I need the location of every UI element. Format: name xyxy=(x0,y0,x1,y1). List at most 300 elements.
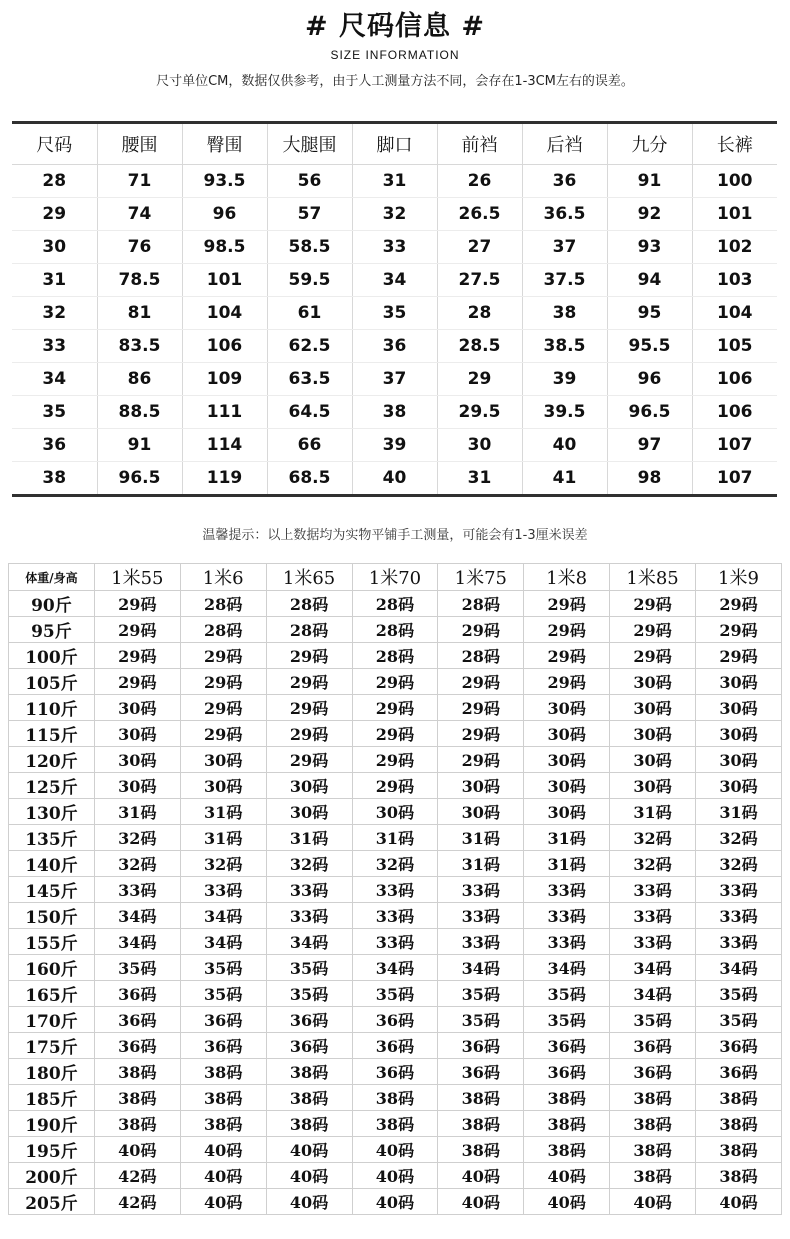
weight-table-row xyxy=(9,617,782,643)
recommended-size-cell: 38码 xyxy=(438,1111,524,1137)
size-table-cell: 28 xyxy=(12,165,97,198)
recommended-size-cell: 29码 xyxy=(438,669,524,695)
recommended-size-cell: 33码 xyxy=(438,929,524,955)
size-table-row xyxy=(12,231,777,264)
recommended-size-cell: 29码 xyxy=(266,747,352,773)
weight-row-label: 185斤 xyxy=(9,1085,95,1111)
recommended-size-cell: 29码 xyxy=(352,747,438,773)
recommended-size-cell: 40码 xyxy=(94,1137,180,1163)
recommended-size-cell: 30码 xyxy=(610,695,696,721)
size-table-cell: 103 xyxy=(692,264,777,297)
weight-table-row xyxy=(9,721,782,747)
height-column-header: 1米70 xyxy=(352,564,438,591)
recommended-size-cell: 34码 xyxy=(180,929,266,955)
recommended-size-cell: 33码 xyxy=(696,903,782,929)
recommended-size-cell: 38码 xyxy=(524,1137,610,1163)
size-table-cell: 39 xyxy=(352,429,437,462)
recommended-size-cell: 31码 xyxy=(180,825,266,851)
recommended-size-cell: 38码 xyxy=(266,1059,352,1085)
recommended-size-cell: 29码 xyxy=(524,591,610,617)
recommended-size-cell: 30码 xyxy=(438,799,524,825)
size-table-cell: 104 xyxy=(182,297,267,330)
recommended-size-cell: 31码 xyxy=(438,825,524,851)
height-column-header: 1米9 xyxy=(696,564,782,591)
recommended-size-cell: 36码 xyxy=(94,1007,180,1033)
recommended-size-cell: 36码 xyxy=(180,1007,266,1033)
recommended-size-cell: 40码 xyxy=(266,1137,352,1163)
recommended-size-cell: 30码 xyxy=(180,747,266,773)
recommended-size-cell: 40码 xyxy=(266,1163,352,1189)
size-table-cell: 30 xyxy=(437,429,522,462)
weight-row-label: 105斤 xyxy=(9,669,95,695)
size-table-row xyxy=(12,363,777,396)
recommended-size-cell: 36码 xyxy=(610,1033,696,1059)
recommended-size-cell: 36码 xyxy=(696,1033,782,1059)
recommended-size-cell: 29码 xyxy=(352,695,438,721)
recommended-size-cell: 29码 xyxy=(438,695,524,721)
size-table-cell: 38 xyxy=(352,396,437,429)
recommended-size-cell: 38码 xyxy=(180,1085,266,1111)
recommended-size-cell: 33码 xyxy=(352,929,438,955)
size-table-cell: 56 xyxy=(267,165,352,198)
size-table-cell: 106 xyxy=(182,330,267,363)
recommended-size-cell: 33码 xyxy=(524,903,610,929)
recommended-size-cell: 33码 xyxy=(94,877,180,903)
recommended-size-cell: 38码 xyxy=(180,1111,266,1137)
recommended-size-cell: 36码 xyxy=(438,1059,524,1085)
recommended-size-cell: 32码 xyxy=(696,851,782,877)
size-table-cell: 74 xyxy=(97,198,182,231)
recommended-size-cell: 30码 xyxy=(94,773,180,799)
recommended-size-cell: 36码 xyxy=(352,1007,438,1033)
recommended-size-cell: 40码 xyxy=(180,1189,266,1215)
recommended-size-cell: 36码 xyxy=(524,1033,610,1059)
recommended-size-cell: 32码 xyxy=(94,851,180,877)
size-table-cell: 38 xyxy=(12,462,97,496)
weight-height-table xyxy=(8,563,782,1215)
recommended-size-cell: 30码 xyxy=(696,747,782,773)
recommended-size-cell: 29码 xyxy=(610,617,696,643)
height-column-header: 1米75 xyxy=(438,564,524,591)
weight-height-corner-label: 体重/身高 xyxy=(9,564,95,591)
recommended-size-cell: 28码 xyxy=(352,643,438,669)
recommended-size-cell: 38码 xyxy=(610,1085,696,1111)
recommended-size-cell: 31码 xyxy=(266,825,352,851)
height-column-header: 1米55 xyxy=(94,564,180,591)
size-table-cell: 83.5 xyxy=(97,330,182,363)
size-table-cell: 31 xyxy=(437,462,522,496)
height-column-header: 1米65 xyxy=(266,564,352,591)
recommended-size-cell: 40码 xyxy=(266,1189,352,1215)
size-table-cell: 30 xyxy=(12,231,97,264)
recommended-size-cell: 33码 xyxy=(610,929,696,955)
size-table-row xyxy=(12,396,777,429)
size-table-cell: 66 xyxy=(267,429,352,462)
weight-row-label: 155斤 xyxy=(9,929,95,955)
size-table-cell: 34 xyxy=(352,264,437,297)
measurement-note: 尺寸单位CM，数据仅供参考，由于人工测量方法不同，会存在1-3CM左右的误差。 xyxy=(156,74,634,89)
recommended-size-cell: 29码 xyxy=(266,669,352,695)
size-table-cell: 36 xyxy=(352,330,437,363)
recommended-size-cell: 36码 xyxy=(94,1033,180,1059)
recommended-size-cell: 33码 xyxy=(524,877,610,903)
recommended-size-cell: 29码 xyxy=(524,669,610,695)
recommended-size-cell: 36码 xyxy=(266,1007,352,1033)
recommended-size-cell: 28码 xyxy=(266,617,352,643)
weight-table-row xyxy=(9,799,782,825)
size-table-cell: 86 xyxy=(97,363,182,396)
recommended-size-cell: 31码 xyxy=(438,851,524,877)
recommended-size-cell: 29码 xyxy=(180,669,266,695)
recommended-size-cell: 31码 xyxy=(696,799,782,825)
recommended-size-cell: 29码 xyxy=(524,617,610,643)
recommended-size-cell: 31码 xyxy=(94,799,180,825)
recommended-size-cell: 28码 xyxy=(438,591,524,617)
size-table-cell: 91 xyxy=(607,165,692,198)
recommended-size-cell: 40码 xyxy=(524,1189,610,1215)
size-table-cell: 29.5 xyxy=(437,396,522,429)
recommended-size-cell: 30码 xyxy=(94,695,180,721)
weight-table-row xyxy=(9,643,782,669)
weight-table-header xyxy=(9,564,782,591)
recommended-size-cell: 35码 xyxy=(524,1007,610,1033)
size-table-cell: 101 xyxy=(182,264,267,297)
recommended-size-cell: 29码 xyxy=(696,591,782,617)
recommended-size-cell: 35码 xyxy=(180,981,266,1007)
weight-table-row xyxy=(9,1085,782,1111)
weight-table-row xyxy=(9,1137,782,1163)
recommended-size-cell: 30码 xyxy=(438,773,524,799)
weight-row-label: 150斤 xyxy=(9,903,95,929)
recommended-size-cell: 38码 xyxy=(524,1111,610,1137)
recommended-size-cell: 40码 xyxy=(180,1163,266,1189)
recommended-size-cell: 30码 xyxy=(696,721,782,747)
weight-table-row xyxy=(9,851,782,877)
recommended-size-cell: 34码 xyxy=(94,929,180,955)
recommended-size-cell: 29码 xyxy=(94,617,180,643)
recommended-size-cell: 29码 xyxy=(696,617,782,643)
size-table-cell: 39.5 xyxy=(522,396,607,429)
page-title: # 尺码信息 # xyxy=(304,11,486,42)
recommended-size-cell: 35码 xyxy=(524,981,610,1007)
size-table-cell: 37 xyxy=(352,363,437,396)
recommended-size-cell: 30码 xyxy=(352,799,438,825)
recommended-size-cell: 30码 xyxy=(610,669,696,695)
recommended-size-cell: 32码 xyxy=(266,851,352,877)
recommended-size-cell: 32码 xyxy=(610,825,696,851)
size-table-row xyxy=(12,297,777,330)
size-table-cell: 29 xyxy=(12,198,97,231)
recommended-size-cell: 38码 xyxy=(94,1085,180,1111)
size-table-cell: 58.5 xyxy=(267,231,352,264)
weight-table-row xyxy=(9,1059,782,1085)
size-table-cell: 36 xyxy=(522,165,607,198)
recommended-size-cell: 33码 xyxy=(696,877,782,903)
weight-table-row xyxy=(9,1163,782,1189)
size-table-cell: 37 xyxy=(522,231,607,264)
recommended-size-cell: 29码 xyxy=(524,643,610,669)
size-table-cell: 96 xyxy=(607,363,692,396)
size-column-header: 脚口 xyxy=(352,123,437,165)
recommended-size-cell: 40码 xyxy=(610,1189,696,1215)
size-table-cell: 102 xyxy=(692,231,777,264)
size-table-cell: 57 xyxy=(267,198,352,231)
weight-row-label: 195斤 xyxy=(9,1137,95,1163)
weight-table-row xyxy=(9,591,782,617)
recommended-size-cell: 29码 xyxy=(266,643,352,669)
size-table-cell: 27 xyxy=(437,231,522,264)
recommended-size-cell: 38码 xyxy=(610,1111,696,1137)
recommended-size-cell: 34码 xyxy=(524,955,610,981)
weight-row-label: 110斤 xyxy=(9,695,95,721)
recommended-size-cell: 34码 xyxy=(266,929,352,955)
recommended-size-cell: 33码 xyxy=(696,929,782,955)
size-table-cell: 76 xyxy=(97,231,182,264)
recommended-size-cell: 35码 xyxy=(266,955,352,981)
size-table-cell: 36.5 xyxy=(522,198,607,231)
recommended-size-cell: 32码 xyxy=(610,851,696,877)
recommended-size-cell: 33码 xyxy=(266,903,352,929)
size-table-cell: 93.5 xyxy=(182,165,267,198)
recommended-size-cell: 31码 xyxy=(610,799,696,825)
size-table-cell: 97 xyxy=(607,429,692,462)
weight-table-row xyxy=(9,695,782,721)
weight-row-label: 160斤 xyxy=(9,955,95,981)
size-table-cell: 63.5 xyxy=(267,363,352,396)
recommended-size-cell: 33码 xyxy=(180,877,266,903)
recommended-size-cell: 36码 xyxy=(94,981,180,1007)
size-column-header: 大腿围 xyxy=(267,123,352,165)
size-table-cell: 39 xyxy=(522,363,607,396)
recommended-size-cell: 38码 xyxy=(438,1085,524,1111)
size-table-cell: 29 xyxy=(437,363,522,396)
header xyxy=(0,0,790,92)
size-table-cell: 107 xyxy=(692,429,777,462)
recommended-size-cell: 38码 xyxy=(266,1111,352,1137)
weight-table-row xyxy=(9,1033,782,1059)
size-table-cell: 33 xyxy=(12,330,97,363)
size-table-row xyxy=(12,264,777,297)
weight-row-label: 165斤 xyxy=(9,981,95,1007)
size-table-cell: 62.5 xyxy=(267,330,352,363)
recommended-size-cell: 30码 xyxy=(524,773,610,799)
size-column-header: 尺码 xyxy=(12,123,97,165)
recommended-size-cell: 30码 xyxy=(94,721,180,747)
recommended-size-cell: 28码 xyxy=(180,591,266,617)
recommended-size-cell: 40码 xyxy=(180,1137,266,1163)
size-table-cell: 98.5 xyxy=(182,231,267,264)
recommended-size-cell: 40码 xyxy=(352,1189,438,1215)
recommended-size-cell: 34码 xyxy=(352,955,438,981)
recommended-size-cell: 35码 xyxy=(438,1007,524,1033)
weight-row-label: 120斤 xyxy=(9,747,95,773)
size-table-cell: 94 xyxy=(607,264,692,297)
recommended-size-cell: 31码 xyxy=(524,825,610,851)
recommended-size-cell: 29码 xyxy=(94,669,180,695)
size-table xyxy=(12,121,777,497)
recommended-size-cell: 40码 xyxy=(524,1163,610,1189)
size-table-cell: 91 xyxy=(97,429,182,462)
recommended-size-cell: 38码 xyxy=(696,1085,782,1111)
size-column-header: 长裤 xyxy=(692,123,777,165)
recommended-size-cell: 29码 xyxy=(94,591,180,617)
recommended-size-cell: 36码 xyxy=(352,1059,438,1085)
size-table-cell: 31 xyxy=(12,264,97,297)
recommended-size-cell: 29码 xyxy=(438,747,524,773)
recommended-size-cell: 29码 xyxy=(438,617,524,643)
size-table-cell: 106 xyxy=(692,396,777,429)
recommended-size-cell: 33码 xyxy=(352,877,438,903)
recommended-size-cell: 29码 xyxy=(180,643,266,669)
recommended-size-cell: 30码 xyxy=(524,695,610,721)
recommended-size-cell: 38码 xyxy=(94,1059,180,1085)
size-table-row xyxy=(12,198,777,231)
recommended-size-cell: 32码 xyxy=(352,851,438,877)
size-table-cell: 35 xyxy=(352,297,437,330)
weight-row-label: 135斤 xyxy=(9,825,95,851)
measurement-tip: 温馨提示：以上数据均为实物平铺手工测量，可能会有1-3厘米误差 xyxy=(202,528,588,543)
recommended-size-cell: 29码 xyxy=(438,721,524,747)
recommended-size-cell: 32码 xyxy=(94,825,180,851)
size-table-cell: 40 xyxy=(522,429,607,462)
recommended-size-cell: 30码 xyxy=(266,799,352,825)
recommended-size-cell: 31码 xyxy=(180,799,266,825)
size-table-cell: 38 xyxy=(522,297,607,330)
size-table-cell: 95 xyxy=(607,297,692,330)
size-table-cell: 41 xyxy=(522,462,607,496)
size-table-cell: 35 xyxy=(12,396,97,429)
weight-row-label: 205斤 xyxy=(9,1189,95,1215)
recommended-size-cell: 34码 xyxy=(610,981,696,1007)
recommended-size-cell: 40码 xyxy=(696,1189,782,1215)
recommended-size-cell: 36码 xyxy=(180,1033,266,1059)
weight-table-body xyxy=(9,591,782,1215)
size-table-cell: 26 xyxy=(437,165,522,198)
size-table-cell: 114 xyxy=(182,429,267,462)
recommended-size-cell: 34码 xyxy=(438,955,524,981)
recommended-size-cell: 35码 xyxy=(438,981,524,1007)
recommended-size-cell: 30码 xyxy=(180,773,266,799)
recommended-size-cell: 38码 xyxy=(696,1137,782,1163)
weight-row-label: 200斤 xyxy=(9,1163,95,1189)
recommended-size-cell: 36码 xyxy=(696,1059,782,1085)
recommended-size-cell: 40码 xyxy=(438,1189,524,1215)
recommended-size-cell: 38码 xyxy=(524,1085,610,1111)
weight-table-row xyxy=(9,669,782,695)
size-table-cell: 109 xyxy=(182,363,267,396)
recommended-size-cell: 36码 xyxy=(352,1033,438,1059)
recommended-size-cell: 33码 xyxy=(610,877,696,903)
weight-table-row xyxy=(9,981,782,1007)
size-table-cell: 32 xyxy=(352,198,437,231)
weight-row-label: 140斤 xyxy=(9,851,95,877)
recommended-size-cell: 30码 xyxy=(610,721,696,747)
size-table-cell: 34 xyxy=(12,363,97,396)
recommended-size-cell: 29码 xyxy=(180,695,266,721)
recommended-size-cell: 28码 xyxy=(180,617,266,643)
weight-table-row xyxy=(9,929,782,955)
size-table-body xyxy=(12,165,777,496)
size-table-cell: 32 xyxy=(12,297,97,330)
recommended-size-cell: 29码 xyxy=(266,721,352,747)
size-table-cell: 105 xyxy=(692,330,777,363)
recommended-size-cell: 34码 xyxy=(610,955,696,981)
weight-table-row xyxy=(9,903,782,929)
size-table-cell: 119 xyxy=(182,462,267,496)
recommended-size-cell: 35码 xyxy=(696,981,782,1007)
weight-table-row xyxy=(9,825,782,851)
height-column-header: 1米6 xyxy=(180,564,266,591)
recommended-size-cell: 38码 xyxy=(696,1163,782,1189)
size-table-cell: 36 xyxy=(12,429,97,462)
recommended-size-cell: 35码 xyxy=(696,1007,782,1033)
recommended-size-cell: 29码 xyxy=(266,695,352,721)
recommended-size-cell: 35码 xyxy=(266,981,352,1007)
size-table-cell: 101 xyxy=(692,198,777,231)
recommended-size-cell: 30码 xyxy=(524,799,610,825)
size-table-cell: 27.5 xyxy=(437,264,522,297)
recommended-size-cell: 30码 xyxy=(266,773,352,799)
weight-row-label: 170斤 xyxy=(9,1007,95,1033)
size-table-cell: 31 xyxy=(352,165,437,198)
weight-table-row xyxy=(9,1111,782,1137)
recommended-size-cell: 36码 xyxy=(266,1033,352,1059)
recommended-size-cell: 30码 xyxy=(610,773,696,799)
size-table-cell: 96 xyxy=(182,198,267,231)
recommended-size-cell: 28码 xyxy=(352,591,438,617)
weight-row-label: 180斤 xyxy=(9,1059,95,1085)
weight-table-row xyxy=(9,877,782,903)
size-table-cell: 40 xyxy=(352,462,437,496)
recommended-size-cell: 29码 xyxy=(352,773,438,799)
recommended-size-cell: 34码 xyxy=(696,955,782,981)
recommended-size-cell: 28码 xyxy=(352,617,438,643)
page-subtitle: SIZE INFORMATION xyxy=(330,48,460,62)
weight-row-label: 125斤 xyxy=(9,773,95,799)
recommended-size-cell: 38码 xyxy=(266,1085,352,1111)
size-table-row xyxy=(12,330,777,363)
recommended-size-cell: 36码 xyxy=(524,1059,610,1085)
size-column-header: 前裆 xyxy=(437,123,522,165)
recommended-size-cell: 35码 xyxy=(352,981,438,1007)
recommended-size-cell: 35码 xyxy=(94,955,180,981)
size-table-cell: 81 xyxy=(97,297,182,330)
recommended-size-cell: 33码 xyxy=(610,903,696,929)
recommended-size-cell: 29码 xyxy=(610,591,696,617)
recommended-size-cell: 38码 xyxy=(94,1111,180,1137)
recommended-size-cell: 38码 xyxy=(180,1059,266,1085)
recommended-size-cell: 29码 xyxy=(352,721,438,747)
size-column-header: 后裆 xyxy=(522,123,607,165)
size-table-cell: 71 xyxy=(97,165,182,198)
size-table-cell: 37.5 xyxy=(522,264,607,297)
weight-row-label: 175斤 xyxy=(9,1033,95,1059)
size-column-header: 腰围 xyxy=(97,123,182,165)
recommended-size-cell: 33码 xyxy=(266,877,352,903)
recommended-size-cell: 40码 xyxy=(352,1163,438,1189)
recommended-size-cell: 32码 xyxy=(696,825,782,851)
weight-row-label: 100斤 xyxy=(9,643,95,669)
size-table-cell: 106 xyxy=(692,363,777,396)
size-table-cell: 33 xyxy=(352,231,437,264)
weight-table-row xyxy=(9,747,782,773)
recommended-size-cell: 34码 xyxy=(94,903,180,929)
recommended-size-cell: 36码 xyxy=(438,1033,524,1059)
recommended-size-cell: 34码 xyxy=(180,903,266,929)
size-table-cell: 68.5 xyxy=(267,462,352,496)
recommended-size-cell: 38码 xyxy=(352,1111,438,1137)
recommended-size-cell: 29码 xyxy=(180,721,266,747)
